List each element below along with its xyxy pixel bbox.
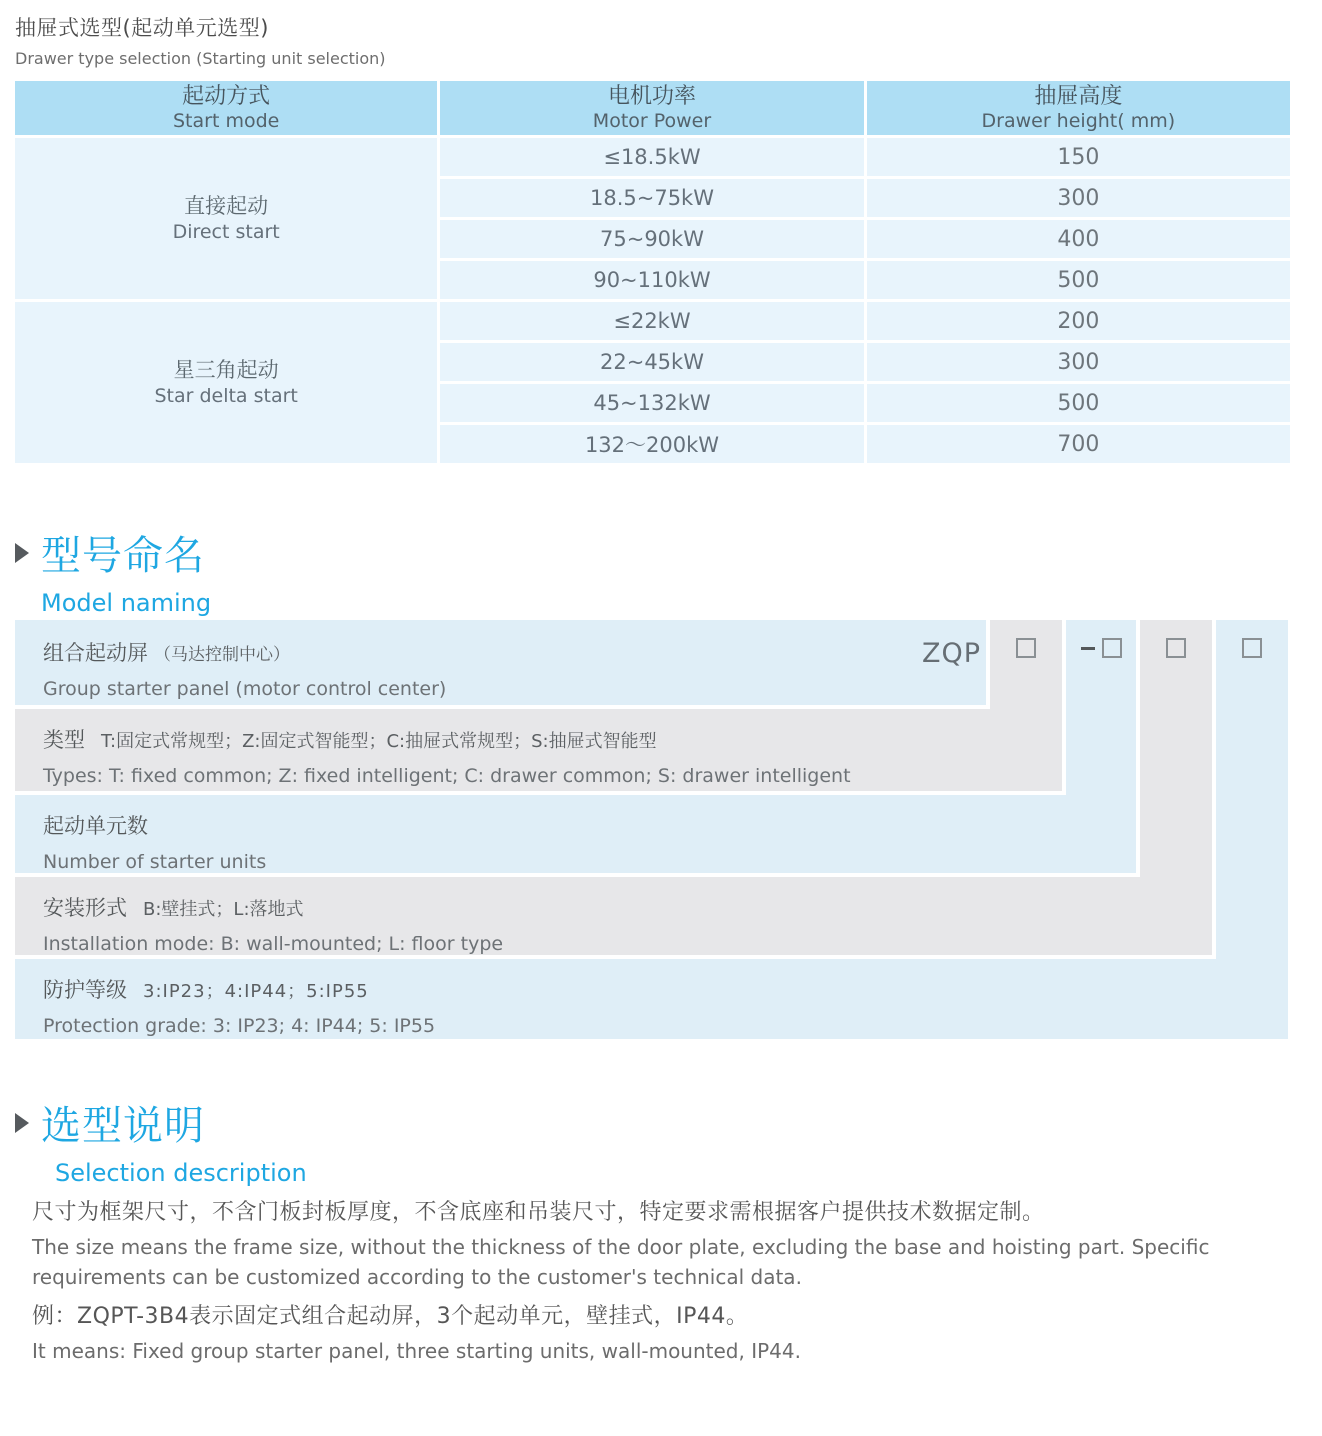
- table-header-row: [15, 81, 1290, 135]
- power-cell: 45~132kW: [440, 384, 863, 422]
- power-cell: 132～200kW: [440, 425, 863, 463]
- band-en: Types: T: fixed common; Z: fixed intelligent; C: drawer common; S: drawer intelligent: [43, 765, 851, 787]
- height-cell: 300: [867, 179, 1290, 217]
- triangle-bullet-icon: [15, 1113, 29, 1133]
- paragraph-en: The size means the frame size, without the thickness of the door plate, excluding the base and hoisting part. Specific requirements can be customized according to the customer's technical data.: [32, 1235, 1210, 1289]
- triangle-bullet-icon: [15, 543, 29, 563]
- band-detail: 3:IP23；4:IP44；5:IP55: [143, 981, 369, 1002]
- code-box-icon: [1166, 638, 1186, 658]
- height-cell: 150: [867, 138, 1290, 176]
- power-cell: 18.5~75kW: [440, 179, 863, 217]
- page-title-cn: 抽屉式选型(起动单元选型): [15, 16, 269, 40]
- band-label: 防护等级: [43, 978, 127, 1002]
- code-column-protection: [1216, 620, 1288, 1039]
- code-column-installation: [1140, 620, 1212, 955]
- mode-cell-star-delta-start: 星三角起动 Star delta start: [15, 302, 437, 463]
- header-start-mode: 起动方式 Start mode: [15, 81, 437, 135]
- table-row: [15, 302, 1290, 340]
- example-en: It means: Fixed group starter panel, three starting units, wall-mounted, IP44.: [32, 1339, 801, 1363]
- band-en: Protection grade: 3: IP23; 4: IP44; 5: IP55: [43, 1015, 436, 1037]
- power-cell: 22~45kW: [440, 343, 863, 381]
- code-column-units: [1066, 620, 1136, 873]
- page-title-en: Drawer type selection (Starting unit selection): [15, 49, 386, 68]
- model-naming-row-installation: [15, 877, 1212, 955]
- power-cell: ≤22kW: [440, 302, 863, 340]
- model-naming-row-type: [15, 709, 1062, 791]
- code-column-type: [990, 620, 1062, 791]
- section-title-en: Model naming: [41, 589, 212, 617]
- code-box-icon: [1102, 638, 1122, 658]
- document-title: [15, 12, 386, 68]
- header-drawer-height: 抽屉高度 Drawer height( mm): [867, 81, 1290, 135]
- band-label: 安装形式: [43, 896, 127, 920]
- band-label: 类型: [43, 728, 85, 752]
- height-cell: 700: [867, 425, 1290, 463]
- model-naming-row-protection: [15, 959, 1288, 1039]
- band-detail: T:固定式常规型；Z:固定式智能型；C:抽屉式常规型；S:抽屉式智能型: [101, 731, 657, 752]
- height-cell: 500: [867, 261, 1290, 299]
- height-cell: 300: [867, 343, 1290, 381]
- drawer-selection-table: [12, 78, 1293, 466]
- model-naming-diagram: [15, 620, 1290, 1039]
- band-label: 起动单元数: [43, 814, 148, 838]
- power-cell: ≤18.5kW: [440, 138, 863, 176]
- section-title-en: Selection description: [55, 1159, 307, 1187]
- band-en: Installation mode: B: wall-mounted; L: floor type: [43, 933, 504, 955]
- section-title-cn: 选型说明: [41, 1103, 205, 1149]
- power-cell: 90~110kW: [440, 261, 863, 299]
- dash-icon: [1081, 647, 1095, 650]
- band-detail: B:壁挂式；L:落地式: [143, 899, 304, 920]
- paragraph-cn: 尺寸为框架尺寸，不含门板封板厚度，不含底座和吊装尺寸，特定要求需根据客户提供技术数据定制。: [32, 1200, 1045, 1225]
- model-prefix: ZQP: [921, 638, 981, 669]
- table-row: [15, 138, 1290, 176]
- band-en: Group starter panel (motor control center): [43, 678, 447, 700]
- power-cell: 75~90kW: [440, 220, 863, 258]
- example-cn: 例：ZQPT-3B4表示固定式组合起动屏，3个起动单元，壁挂式，IP44。: [32, 1304, 749, 1329]
- model-naming-row-product: [15, 620, 986, 705]
- band-en: Number of starter units: [43, 851, 267, 873]
- code-box-icon: [1242, 638, 1262, 658]
- header-motor-power: 电机功率 Motor Power: [440, 81, 863, 135]
- model-naming-heading: [15, 524, 211, 617]
- height-cell: 500: [867, 384, 1290, 422]
- height-cell: 200: [867, 302, 1290, 340]
- mode-cell-direct-start: 直接起动 Direct start: [15, 138, 437, 299]
- section-title-cn: 型号命名: [41, 533, 205, 579]
- height-cell: 400: [867, 220, 1290, 258]
- model-naming-row-units: [15, 795, 1136, 873]
- selection-description-body: [32, 1196, 1290, 1366]
- band-detail: （马达控制中心）: [154, 645, 290, 665]
- code-box-icon: [1016, 638, 1036, 658]
- band-label: 组合起动屏: [43, 641, 148, 665]
- selection-description-heading: [15, 1094, 307, 1187]
